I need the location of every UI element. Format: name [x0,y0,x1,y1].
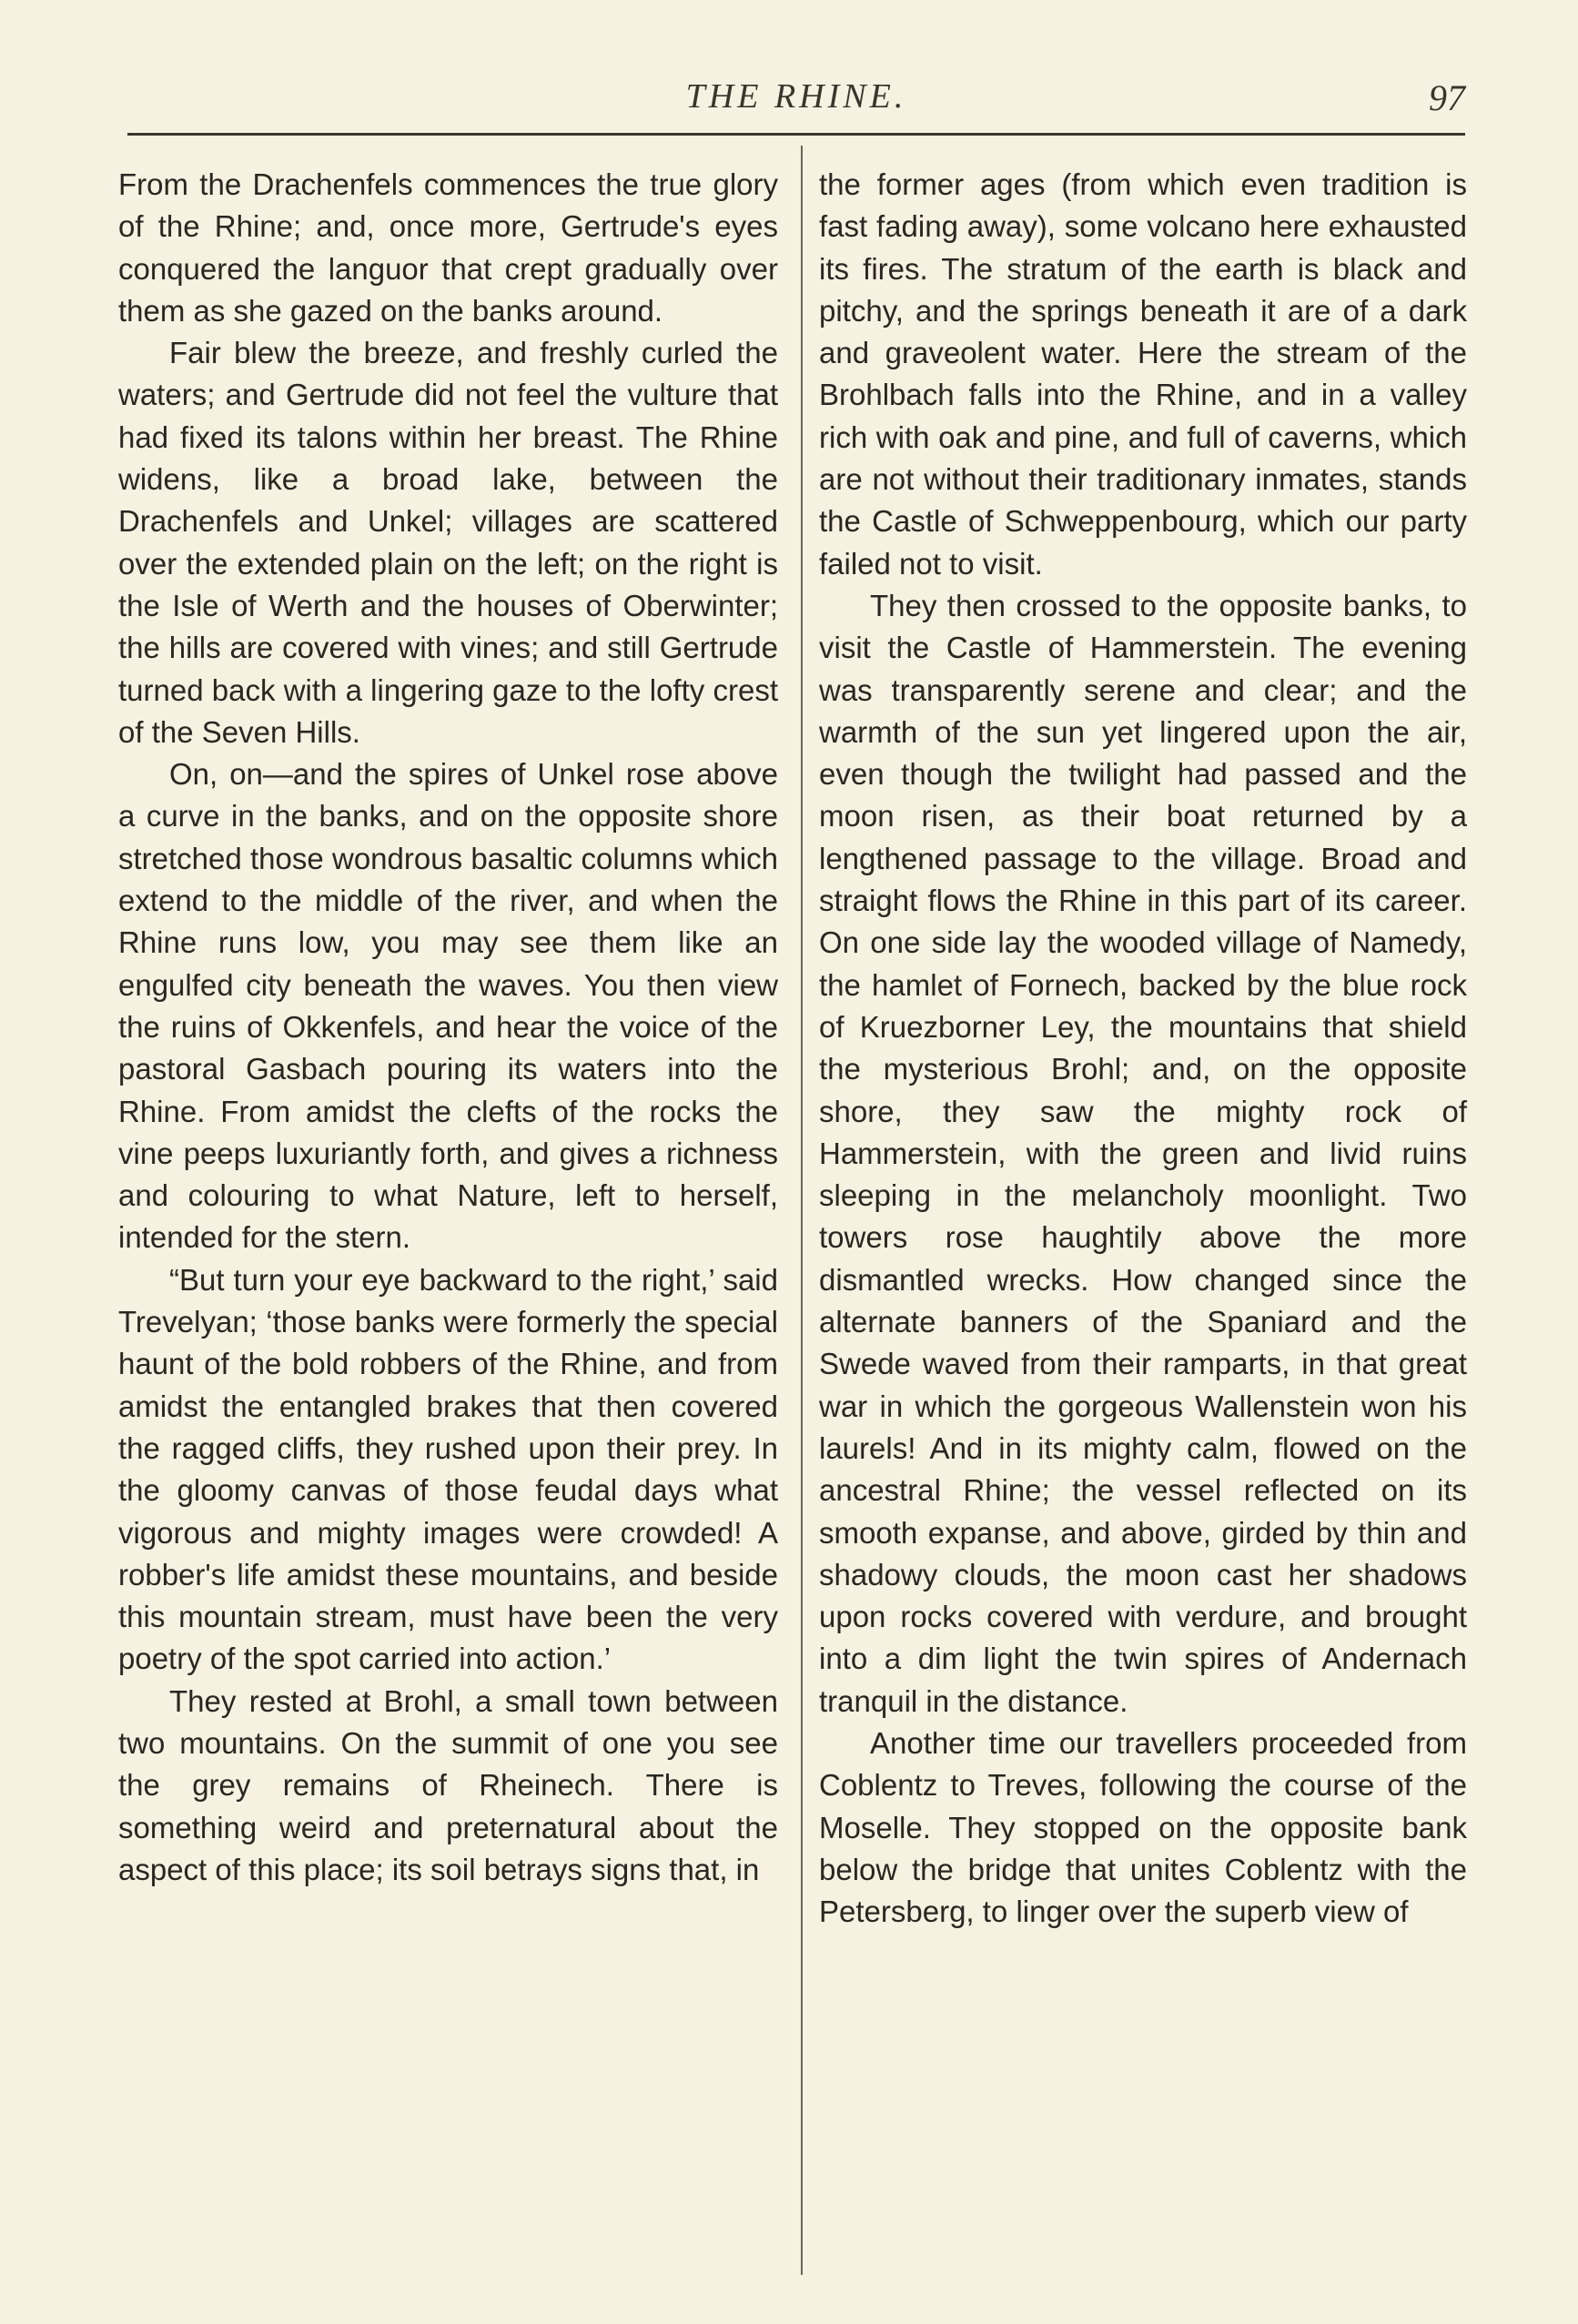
paragraph: Fair blew the breeze, and freshly curled the waters; and Gertrude did not feel the vulture that had fixed its talons within her breast. The Rhine widens, like a broad lake, between the Drachenfels and Unkel; villages are scattered over the extended plain on the left; on the right is the Isle of Werth and the houses of Oberwinter; the hills are covered with vines; and still Gertrude turned back with a lingering gaze to the lofty crest of the Seven Hills. [118,336,778,749]
column-divider [801,146,803,2275]
paragraph: “But turn your eye backward to the right,’ said Trevelyan; ‘those banks were formerly the special haunt of the bold robbers of the Rhine, and from amidst the entangled brakes that then covered the ragged cliffs, they rushed upon their prey. In the gloomy canvas of those feudal days what vigorous and mighty images were crowded! A robber's life amidst these mountains, and beside this mountain stream, must have been the very poetry of the spot carried into action.’ [118,1262,778,1676]
page-header [127,73,1465,136]
paragraph: From the Drachenfels commences the true glory of the Rhine; and, once more, Gertrude's eyes conquered the languor that crept gradually over them as she gazed on the banks around. [118,167,778,328]
paragraph: They rested at Brohl, a small town between two mountains. On the summit of one you see the grey remains of Rheinech. There is something weird and preternatural about the aspect of this place; its soil betrays signs that, in [118,1683,778,1886]
paragraph: On, on—and the spires of Unkel rose above a curve in the banks, and on the opposite shore stretched those wondrous basaltic columns which extend to the middle of the river, and when the Rhine runs low, you may see them like an engulfed city beneath the waves. You then view the ruins of Okkenfels, and hear the voice of the pastoral Gasbach pouring its waters into the Rhine. From amidst the clefts of the rocks the vine peeps luxuriantly forth, and gives a richness and colouring to what Nature, left to herself, intended for the stern. [118,757,778,1255]
left-column [118,164,778,1891]
header-rule [127,133,1465,136]
paragraph: Another time our travellers proceeded from Coblentz to Treves, following the course of the Moselle. They stopped on the opposite bank below the bridge that unites Coblentz with the Petersberg, to linger over the superb view of [819,1725,1467,1929]
page-number: 97 [1429,77,1465,118]
paragraph: the former ages (from which even tradition is fast fading away), some volcano here exhausted its fires. The stratum of the earth is black and pitchy, and the springs beneath it are of a dark and graveolent water. Here the stream of the Brohlbach falls into the Rhine, and in a valley rich with oak and pine, and full of caverns, which are not without their traditionary inmates, stands the Castle of Schweppenbourg, which our party failed not to visit. [819,167,1467,581]
right-column [819,164,1467,1933]
paragraph: They then crossed to the opposite banks, to visit the Castle of Hammerstein. The evening was transparently serene and clear; and the warmth of the sun yet lingered upon the air, even though the twilight had passed and the moon risen, as their boat returned by a lengthened passage to the village. Broad and straight flows the Rhine in this part of its career. On one side lay the wooded village of Namedy, the hamlet of Fornech, backed by the blue rock of Kruezborner Ley, the mountains that shield the mysterious Brohl; and, on the opposite shore, they saw the mighty rock of Hammerstein, with the green and livid ruins sleeping in the melancholy moonlight. Two towers rose haughtily above the more dismantled wrecks. How changed since the alternate banners of the Spaniard and the Swede waved from their ramparts, in that great war in which the gorgeous Wallenstein won his laurels! And in its mighty calm, flowed on the ancestral Rhine; the vessel reflected on its smooth expanse, and above, girded by thin and shadowy clouds, the moon cast her shadows upon rocks covered with verdure, and brought into a dim light the twin spires of Andernach tranquil in the distance. [819,588,1467,1718]
running-title: THE RHINE. [685,77,907,116]
